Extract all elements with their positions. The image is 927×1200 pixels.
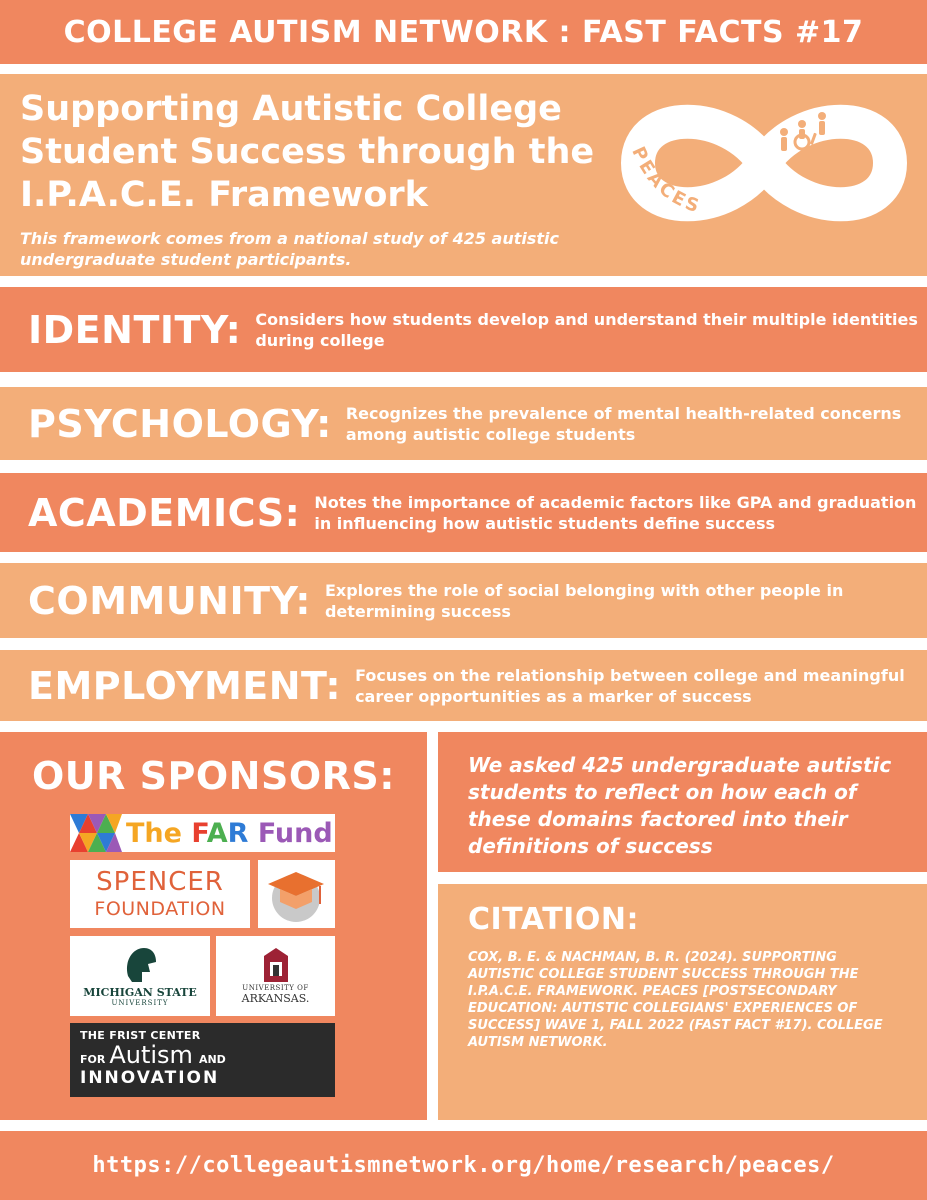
domain-psychology <box>0 387 927 460</box>
domain-name: EMPLOYMENT: <box>28 663 342 708</box>
graduation-cap-logo <box>258 860 335 928</box>
spencer-foundation-logo <box>70 860 250 928</box>
msu-line1: MICHIGAN STATE <box>83 985 197 999</box>
frist-center-logo <box>70 1023 335 1097</box>
domain-name: COMMUNITY: <box>28 578 311 623</box>
peaces-logo-text: PEACES <box>627 143 705 218</box>
old-main-tower-icon <box>261 948 291 984</box>
footer-bar <box>0 1131 927 1200</box>
domain-employment <box>0 650 927 721</box>
domain-name: IDENTITY: <box>28 307 242 352</box>
header-bar <box>0 0 927 64</box>
domain-description: Focuses on the relationship between college and meaningful career opportunities as a marker of success <box>355 665 905 706</box>
spartan-helmet-icon <box>122 946 158 984</box>
domain-description: Considers how students develop and understand their multiple identities during college <box>255 309 918 350</box>
frist-line1: THE FRIST CENTER <box>80 1029 201 1042</box>
citation-text: COX, B. E. & NACHMAN, B. R. (2024). SUPPORTING AUTISTIC COLLEGE STUDENT SUCCESS THROUGH THE I.P.A.C.E. FRAMEWORK. PEACES [POSTSECONDARY EDUCATION: AUTISTIC COLLEGIANS' EXPERIENCES OF SUCCESS] WAVE 1, FALL 2022 (FAST FACT #17). COLLEGE AUTISM NETWORK. <box>468 950 883 1050</box>
domain-academics <box>0 473 927 552</box>
spencer-line2: FOUNDATION <box>94 898 226 920</box>
uark-line1: UNIVERSITY OF <box>242 983 309 992</box>
footer-url-link[interactable]: https://collegeautismnetwork.org/home/research/peaces/ <box>92 1153 835 1178</box>
domain-description: Explores the role of social belonging with other people in determining success <box>324 580 844 621</box>
far-fund-text: The FAR Fund <box>126 817 333 849</box>
citation-title: CITATION: <box>468 902 639 937</box>
header-title: COLLEGE AUTISM NETWORK : FAST FACTS #17 <box>63 14 864 50</box>
graduation-cap-icon <box>258 860 335 928</box>
domain-name: ACADEMICS: <box>28 490 301 535</box>
msu-line2: UNIVERSITY <box>111 998 169 1007</box>
domain-name: PSYCHOLOGY: <box>28 401 332 446</box>
citation-panel <box>438 884 927 1120</box>
asked-text: We asked 425 undergraduate autistic students to reflect on how each of these domains factored into their definitions of success <box>468 753 892 858</box>
peaces-infinity-logo <box>618 88 910 238</box>
hero-title: Supporting Autistic College Student Success through the I.P.A.C.E. Framework <box>20 89 595 215</box>
spencer-line1: SPENCER <box>96 867 224 897</box>
domain-description: Notes the importance of academic factors like GPA and graduation in influencing how autistic students define success <box>314 492 917 533</box>
hero-subtitle: This framework comes from a national study of 425 autistic undergraduate student participants. <box>20 229 559 269</box>
sponsors-title: OUR SPONSORS: <box>32 754 395 798</box>
hero-section <box>0 74 927 276</box>
frist-line2: FOR Autism AND <box>80 1041 226 1069</box>
far-fund-logo <box>70 814 335 852</box>
arkansas-logo <box>216 936 335 1016</box>
frist-line3: INNOVATION <box>80 1068 220 1088</box>
uark-line2: ARKANSAS. <box>241 991 310 1005</box>
triangle-pattern-icon <box>70 814 122 852</box>
domain-description: Recognizes the prevalence of mental health-related concerns among autistic college students <box>345 403 902 444</box>
domain-community <box>0 563 927 638</box>
domain-identity <box>0 287 927 372</box>
asked-panel <box>438 732 927 872</box>
sponsors-panel <box>0 732 427 1120</box>
michigan-state-logo <box>70 936 210 1016</box>
